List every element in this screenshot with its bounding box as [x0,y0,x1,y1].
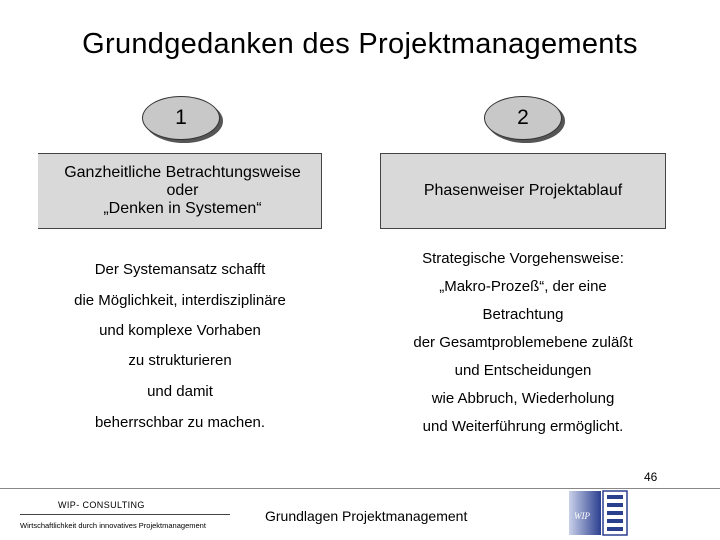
left-text-line: beherrschbar zu machen. [94,414,266,431]
logo-label: WIP [574,511,590,521]
slide-title: Grundgedanken des Projektmanagements [82,28,638,60]
right-text-line: Betrachtung [482,306,564,323]
footer-tagline: Wirtschaftlichkeit durch innovatives Projektmanagement [20,521,206,530]
right-text-line: wie Abbruch, Wiederholung [431,390,615,407]
right-heading-text: Phasenweiser Projektablauf [423,182,623,199]
left-text-line: und komplexe Vorhaben [99,322,261,339]
right-text-line: und Weiterführung ermöglicht. [422,418,624,435]
column-number-badge-1: 1 [142,96,220,140]
right-text-line: und Entscheidungen [454,362,592,379]
right-text-line: der Gesamtproblemebene zuläßt [413,334,633,351]
wip-logo [568,489,638,537]
footer-company-underline [20,514,230,515]
left-text-line: und damit [147,383,213,400]
column-number-badge-2: 2 [484,96,562,140]
page-number: 46 [644,470,658,484]
left-heading-box [38,153,322,229]
footer-center-text: Grundlagen Projektmanagement [265,508,468,524]
left-text-line: zu strukturieren [128,352,232,369]
footer-company: WIP- CONSULTING [58,500,145,510]
left-heading-text: Ganzheitliche Betrachtungsweise oder „Denken in Systemen“ [64,164,301,217]
left-text-line: Der Systemansatz schafft [94,261,266,278]
right-text-line: „Makro-Prozeß“, der eine [439,278,607,295]
right-heading-box [380,153,666,229]
left-text-line: die Möglichkeit, interdisziplinäre [74,292,286,309]
right-text-line: Strategische Vorgehensweise: [422,250,624,267]
